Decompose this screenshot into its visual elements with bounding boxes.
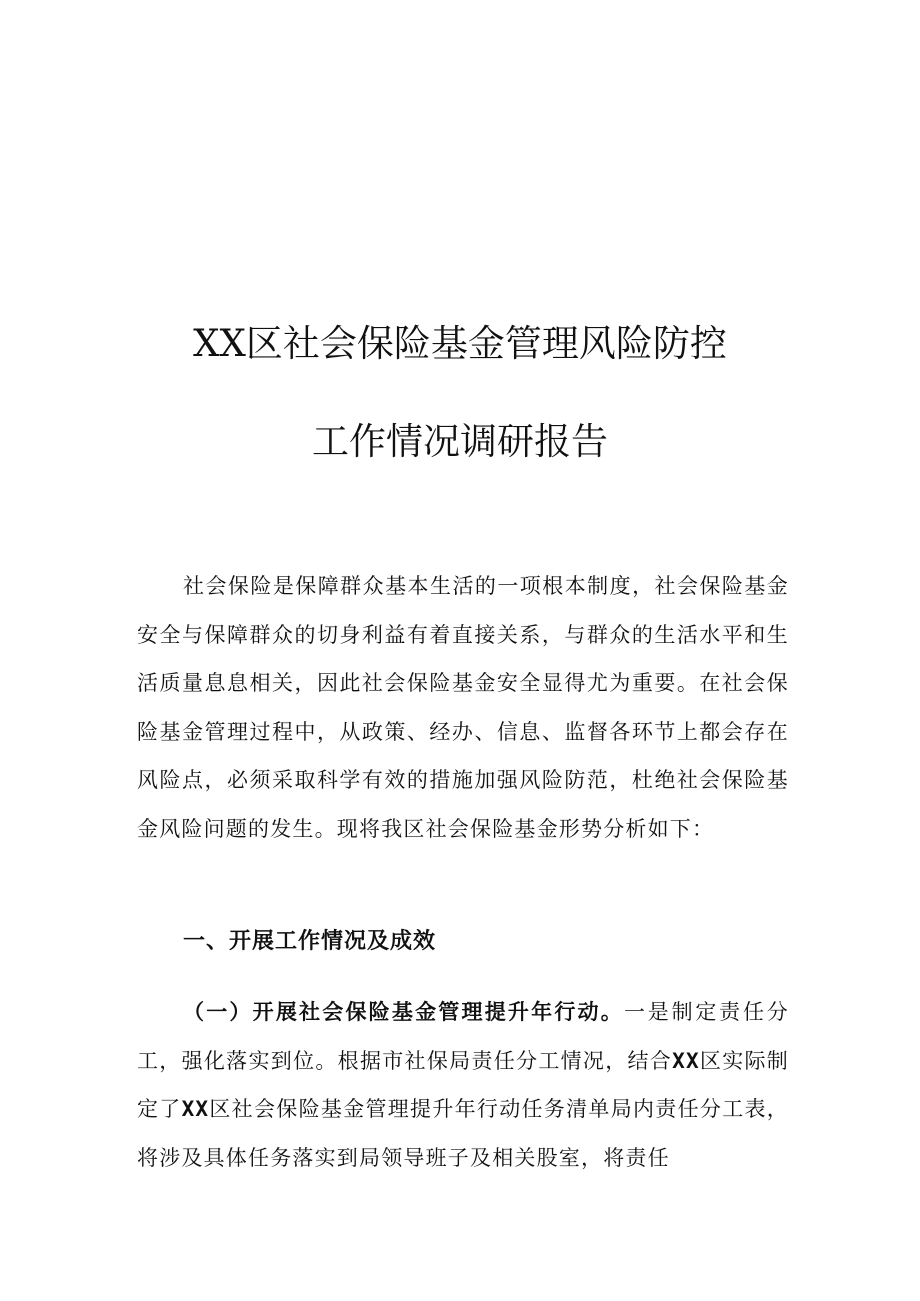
subsection-lead: （一）开展社会保险基金管理提升年行动。 (183, 1000, 624, 1024)
document-title-line-1: XX区社会保险基金管理风险防控 (193, 322, 727, 365)
subsection-text-part-3: 区社会保险基金管理提升年行动任务清单局内责任分工表，将涉及具体任务落实到局领导班子及相关股室，将责任 (137, 1097, 789, 1170)
subsection-paragraph-1 (137, 988, 789, 1182)
subsection-text-part-2: 区实际制定了 (137, 1048, 789, 1121)
document-title-line-2: 工作情况调研报告 (312, 420, 608, 463)
section-heading-1: 一、开展工作情况及成效 (183, 929, 437, 954)
intro-paragraph: 社会保险是保障群众基本生活的一项根本制度，社会保险基金安全与保障群众的切身利益有着直接关系，与群众的生活水平和生活质量息息相关，因此社会保险基金安全显得尤为重要。在社会保险基金管理过程中，从政策、经办、信息、监督各环节上都会存在风险点，必须采取科学有效的措施加强风险防范，杜绝社会保险基金风险问题的发生。现将我区社会保险基金形势分析如下： (137, 574, 789, 841)
subsection-text-part-1: 一是制定责任分工，强化落实到位。根据市社保局责任分工情况，结合 (137, 1000, 789, 1073)
district-placeholder-2: XX (181, 1097, 210, 1121)
district-placeholder-1: XX (672, 1048, 700, 1073)
